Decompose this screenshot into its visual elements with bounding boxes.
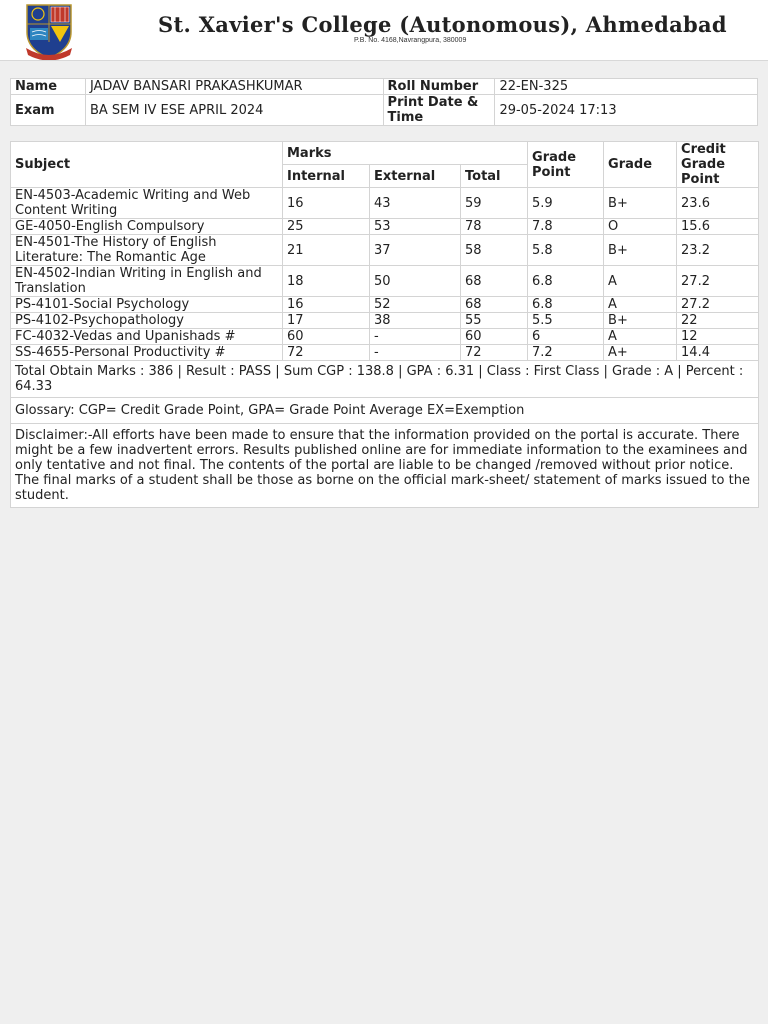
total-cell: 55: [461, 313, 528, 329]
grade-cell: A: [604, 297, 677, 313]
student-info-row: [11, 79, 758, 95]
student-info-row: [11, 95, 758, 126]
internal-cell: 18: [283, 266, 370, 297]
external-cell: 43: [370, 188, 461, 219]
subject-cell: EN-4501-The History of English Literature: The Romantic Age: [11, 235, 283, 266]
exam-label: Exam: [11, 95, 86, 126]
college-name: St. Xavier's College (Autonomous), Ahmedabad: [158, 12, 727, 37]
subject-cell: EN-4503-Academic Writing and Web Content Writing: [11, 188, 283, 219]
college-address: P.B. No. 4168,Navrangpura, 380009: [354, 37, 467, 44]
disclaimer-text: Disclaimer:-All efforts have been made to ensure that the information provided on the portal is accurate. There might be a few inadvertent errors. Results published online are for immediate information to the examinees and only tentative and not final. The contents of the portal are liable to be changed /removed without prior notice. The final marks of a student shall be those as borne on the official mark-sheet/ statement of marks issued to the student.: [11, 424, 759, 508]
total-cell: 78: [461, 219, 528, 235]
credit-grade-point-header: Credit Grade Point: [677, 142, 759, 188]
grade-cell: B+: [604, 188, 677, 219]
subject-cell: PS-4102-Psychopathology: [11, 313, 283, 329]
print-date-label: Print Date & Time: [383, 95, 495, 126]
total-header: Total: [461, 165, 528, 188]
table-row: [11, 235, 759, 266]
subject-cell: PS-4101-Social Psychology: [11, 297, 283, 313]
internal-cell: 72: [283, 345, 370, 361]
grade-cell: A: [604, 329, 677, 345]
credit-grade-point-cell: 22: [677, 313, 759, 329]
grade-point-cell: 6.8: [528, 266, 604, 297]
grade-cell: O: [604, 219, 677, 235]
subject-cell: EN-4502-Indian Writing in English and Translation: [11, 266, 283, 297]
summary-row: [11, 361, 759, 398]
total-cell: 68: [461, 297, 528, 313]
external-cell: -: [370, 329, 461, 345]
internal-cell: 17: [283, 313, 370, 329]
credit-grade-point-cell: 15.6: [677, 219, 759, 235]
internal-cell: 25: [283, 219, 370, 235]
roll-number-label: Roll Number: [383, 79, 495, 95]
disclaimer-row: [11, 424, 759, 508]
grade-header: Grade: [604, 142, 677, 188]
marks-table: [10, 141, 759, 508]
external-cell: -: [370, 345, 461, 361]
table-row: [11, 345, 759, 361]
grade-point-cell: 6: [528, 329, 604, 345]
table-row: [11, 219, 759, 235]
internal-cell: 60: [283, 329, 370, 345]
grade-cell: B+: [604, 313, 677, 329]
external-cell: 53: [370, 219, 461, 235]
credit-grade-point-cell: 12: [677, 329, 759, 345]
subject-cell: GE-4050-English Compulsory: [11, 219, 283, 235]
grade-point-header: Grade Point: [528, 142, 604, 188]
grade-point-cell: 6.8: [528, 297, 604, 313]
grade-point-cell: 5.8: [528, 235, 604, 266]
credit-grade-point-cell: 27.2: [677, 297, 759, 313]
grade-cell: B+: [604, 235, 677, 266]
grade-point-cell: 7.8: [528, 219, 604, 235]
table-row: [11, 188, 759, 219]
marks-group-header: Marks: [283, 142, 528, 165]
exam-name: BA SEM IV ESE APRIL 2024: [85, 95, 383, 126]
total-cell: 60: [461, 329, 528, 345]
roll-number: 22-EN-325: [495, 79, 758, 95]
subject-cell: FC-4032-Vedas and Upanishads #: [11, 329, 283, 345]
name-label: Name: [11, 79, 86, 95]
marks-header-row: [11, 142, 759, 165]
print-date: 29-05-2024 17:13: [495, 95, 758, 126]
total-cell: 59: [461, 188, 528, 219]
table-row: [11, 329, 759, 345]
table-row: [11, 297, 759, 313]
credit-grade-point-cell: 27.2: [677, 266, 759, 297]
subject-header: Subject: [11, 142, 283, 188]
external-cell: 50: [370, 266, 461, 297]
external-header: External: [370, 165, 461, 188]
internal-cell: 16: [283, 297, 370, 313]
grade-point-cell: 5.9: [528, 188, 604, 219]
external-cell: 38: [370, 313, 461, 329]
internal-header: Internal: [283, 165, 370, 188]
external-cell: 37: [370, 235, 461, 266]
grade-cell: A: [604, 266, 677, 297]
credit-grade-point-cell: 14.4: [677, 345, 759, 361]
glossary-row: [11, 398, 759, 424]
result-summary: Total Obtain Marks : 386 | Result : PASS | Sum CGP : 138.8 | GPA : 6.31 | Class : First Class | Grade : A | Percent : 64.33: [11, 361, 759, 398]
table-row: [11, 266, 759, 297]
grade-cell: A+: [604, 345, 677, 361]
student-info-table: [10, 78, 758, 126]
glossary-text: Glossary: CGP= Credit Grade Point, GPA= Grade Point Average EX=Exemption: [11, 398, 759, 424]
grade-point-cell: 7.2: [528, 345, 604, 361]
total-cell: 72: [461, 345, 528, 361]
external-cell: 52: [370, 297, 461, 313]
total-cell: 58: [461, 235, 528, 266]
total-cell: 68: [461, 266, 528, 297]
page-header: [0, 0, 768, 61]
grade-point-cell: 5.5: [528, 313, 604, 329]
subject-cell: SS-4655-Personal Productivity #: [11, 345, 283, 361]
table-row: [11, 313, 759, 329]
credit-grade-point-cell: 23.6: [677, 188, 759, 219]
college-crest-logo: [24, 2, 74, 60]
internal-cell: 16: [283, 188, 370, 219]
student-name: JADAV BANSARI PRAKASHKUMAR: [85, 79, 383, 95]
credit-grade-point-cell: 23.2: [677, 235, 759, 266]
internal-cell: 21: [283, 235, 370, 266]
